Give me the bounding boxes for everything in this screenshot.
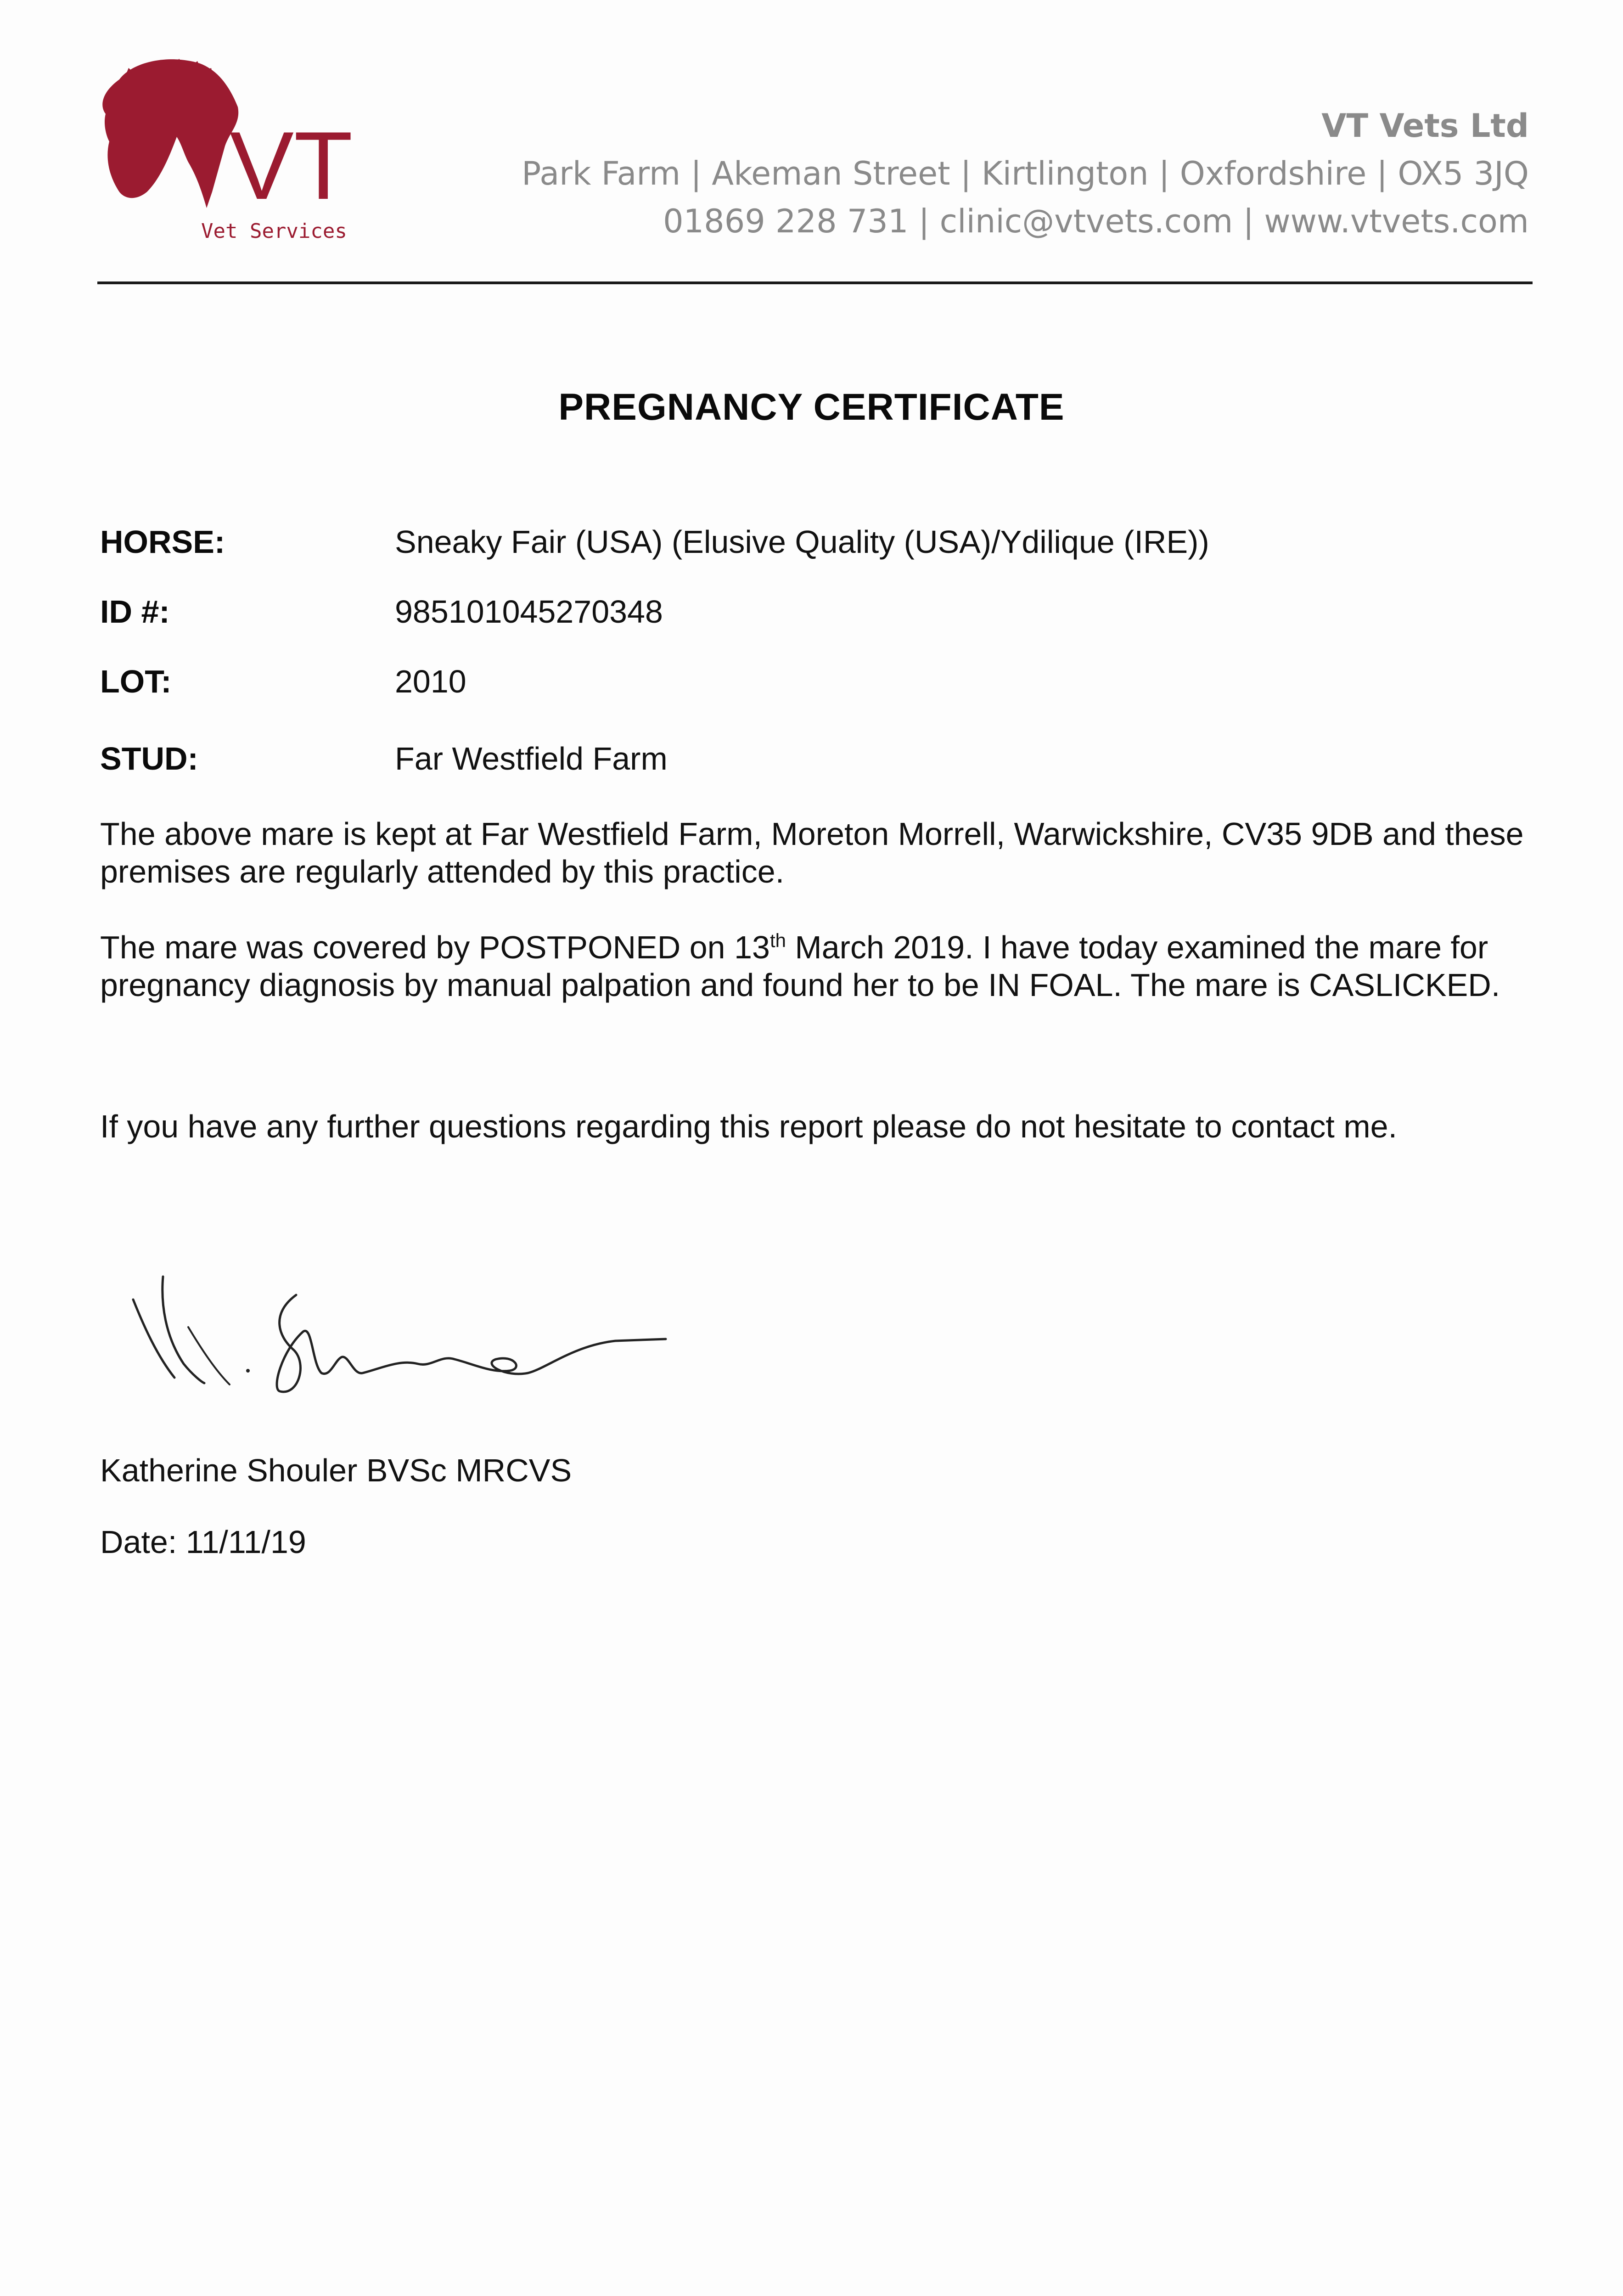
company-contact: 01869 228 731 | clinic@vtvets.com | www.vtvets.com bbox=[663, 203, 1529, 240]
company-address: Park Farm | Akeman Street | Kirtlington | Oxfordshire | OX5 3JQ bbox=[522, 155, 1529, 192]
lot-label: LOT: bbox=[100, 664, 172, 699]
lot-value: 2010 bbox=[395, 664, 466, 699]
certificate-date: Date: 11/11/19 bbox=[100, 1524, 306, 1560]
premises-paragraph: The above mare is kept at Far Westfield Farm, Moreton Morrell, Warwickshire, CV35 9DB and these premises are regularly attended by this practice. bbox=[100, 816, 1524, 889]
examination-text: March 2019. I have today examined the mare for pregnancy diagnosis by manual palpation and found her to be IN FOAL. The mare is CASLICKED. bbox=[100, 929, 1500, 1003]
company-info bbox=[522, 102, 1529, 245]
covered-text: The mare was covered by POSTPONED on 13 bbox=[100, 929, 770, 965]
id-label: ID #: bbox=[100, 594, 170, 630]
company-name: VT Vets Ltd bbox=[1321, 107, 1529, 145]
stud-value: Far Westfield Farm bbox=[395, 741, 668, 777]
horse-value: Sneaky Fair (USA) (Elusive Quality (USA)/Ydilique (IRE)) bbox=[395, 524, 1209, 560]
covered-ordinal: th bbox=[769, 929, 786, 951]
contact-paragraph: If you have any further questions regarding this report please do not hesitate to contact me. bbox=[100, 1109, 1398, 1144]
stud-label: STUD: bbox=[100, 741, 198, 777]
signature bbox=[124, 1258, 675, 1410]
horse-label: HORSE: bbox=[100, 524, 225, 560]
id-value: 985101045270348 bbox=[395, 594, 663, 630]
page-title: PREGNANCY CERTIFICATE bbox=[558, 386, 1065, 428]
header-divider bbox=[97, 281, 1533, 284]
signatory-name: Katherine Shouler BVSc MRCVS bbox=[100, 1452, 572, 1488]
vt-vet-services-logo bbox=[92, 54, 367, 247]
logo-monogram: VT bbox=[230, 112, 353, 219]
examination-paragraph bbox=[100, 929, 1537, 1004]
logo-tagline: Vet Services bbox=[201, 219, 347, 243]
horse-head-icon bbox=[102, 59, 238, 208]
